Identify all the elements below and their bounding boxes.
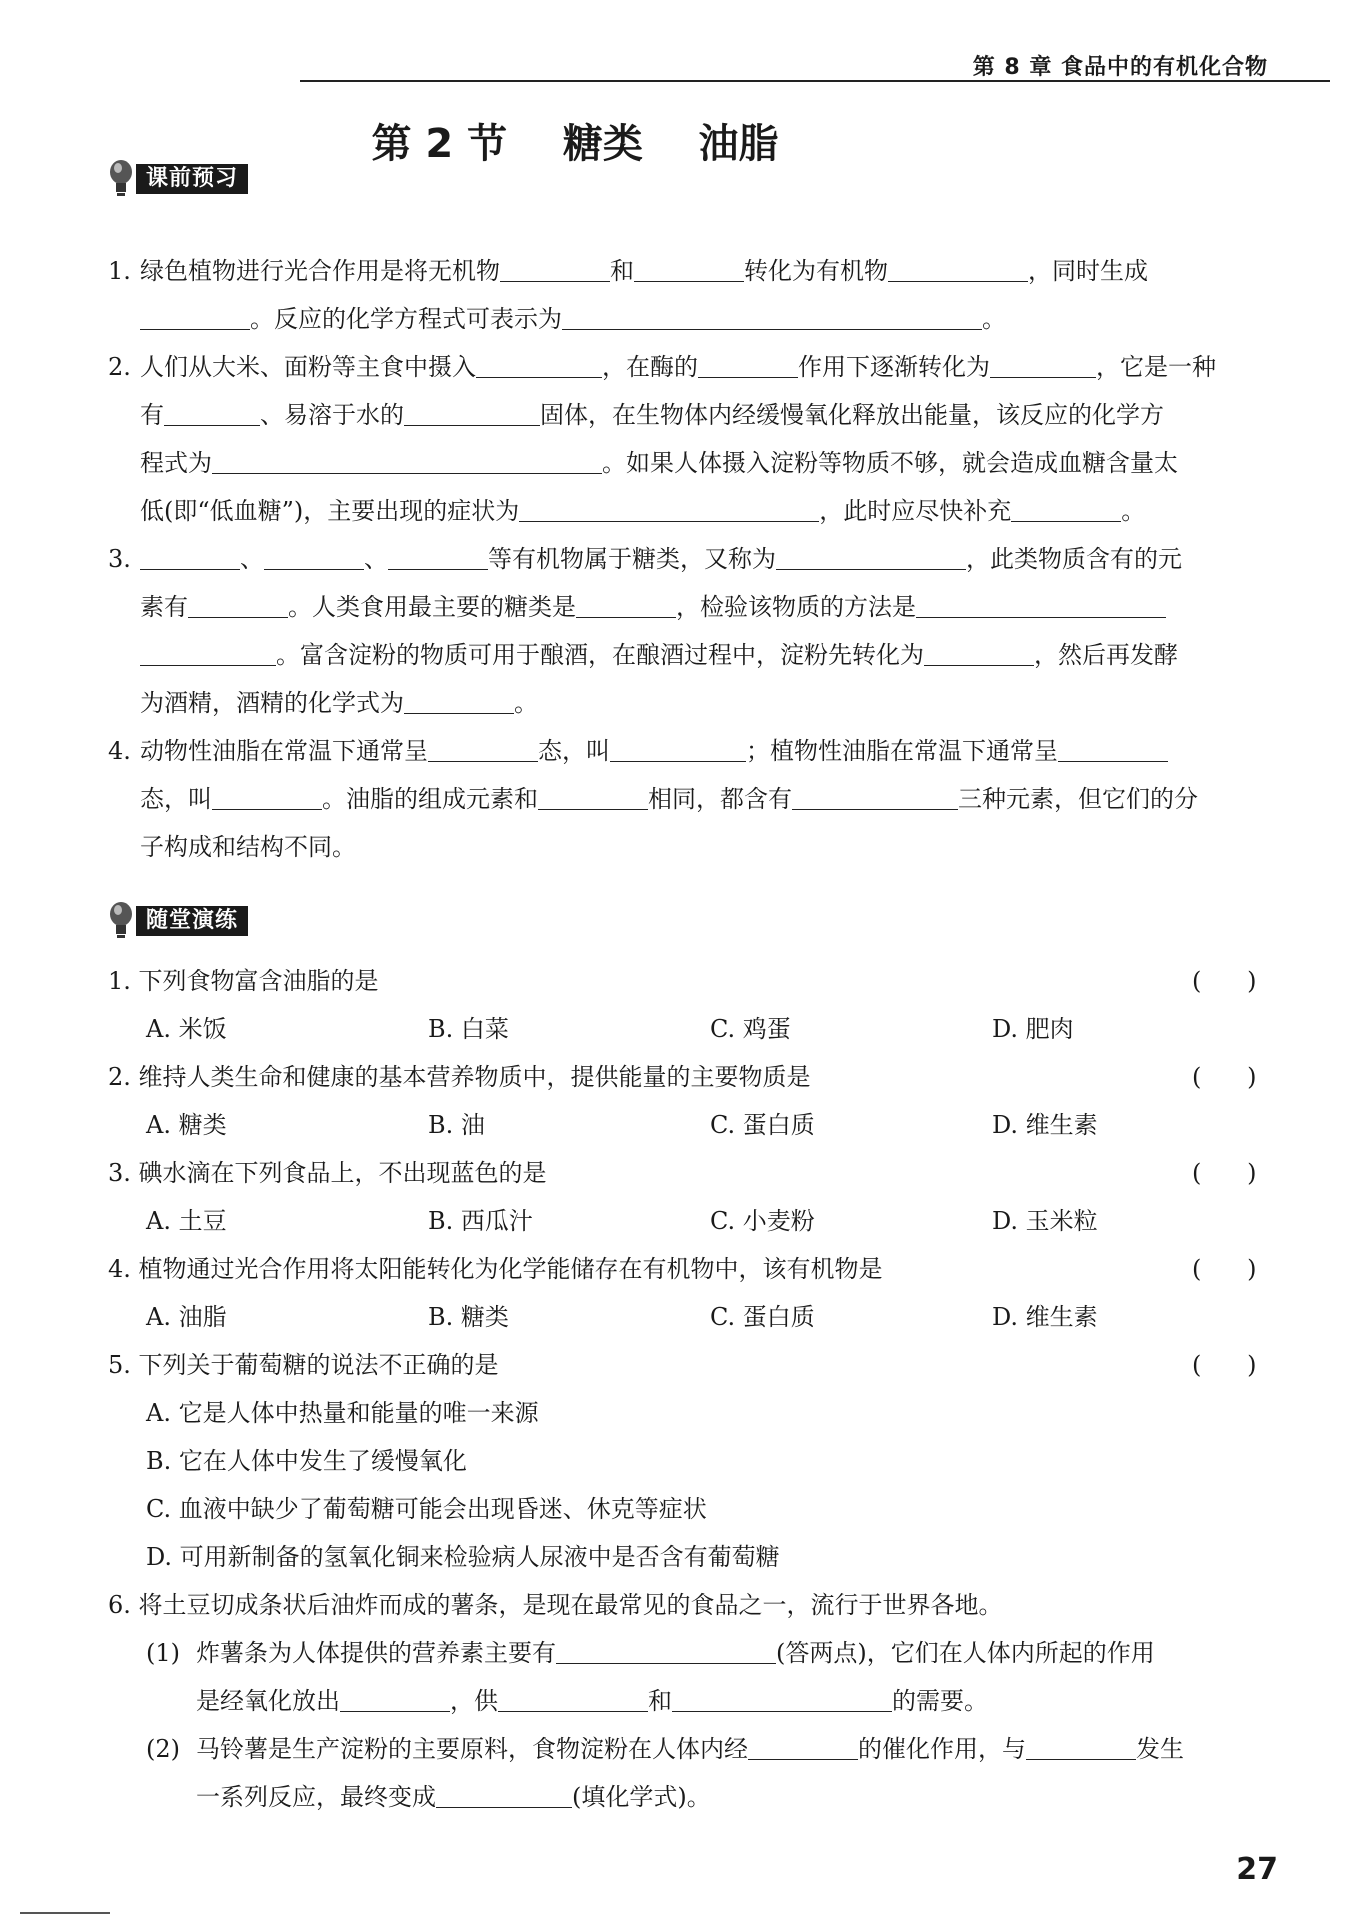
preview-item-line: 素有 。人类食用最主要的糖类是 ，检验该物质的方法是 (140, 590, 1166, 624)
preview-item-number: 4. (108, 737, 131, 765)
footer-rule (20, 1912, 110, 1914)
preview-item-number: 3. (108, 545, 131, 573)
preview-item-line: 、 、 等有机物属于糖类，又称为 ，此类物质含有的元 (140, 542, 1182, 576)
answer-parenthesis[interactable]: ( ) (1192, 967, 1257, 995)
question-stem: 1. 下列食物富含油脂的是 (108, 967, 379, 995)
question-stem: 3. 碘水滴在下列食品上，不出现蓝色的是 (108, 1159, 547, 1187)
answer-blank[interactable] (562, 305, 982, 330)
header-rule (300, 80, 1330, 82)
answer-blank[interactable] (500, 257, 610, 282)
preview-item-line: 。反应的化学方程式可表示为 。 (140, 302, 1006, 336)
answer-parenthesis[interactable]: ( ) (1192, 1063, 1257, 1091)
sub-question-line: 炸薯条为人体提供的营养素主要有 (答两点)，它们在人体内所起的作用 (196, 1639, 1155, 1667)
preview-item-line: 低(即“低血糖”)，主要出现的症状为 ，此时应尽快补充 。 (140, 497, 1146, 525)
answer-blank[interactable] (498, 1687, 648, 1712)
sub-question-line: 一系列反应，最终变成 (填化学式)。 (196, 1783, 711, 1811)
section-title: 第 2 节 糖类 油脂 (371, 121, 779, 167)
running-header (300, 44, 1330, 84)
option-c[interactable]: C. 蛋白质 (710, 1111, 815, 1139)
answer-blank[interactable] (476, 353, 602, 378)
answer-blank[interactable] (519, 497, 819, 522)
option-a[interactable]: A. 土豆 (146, 1207, 227, 1235)
answer-blank[interactable] (698, 353, 798, 378)
answer-blank[interactable] (748, 1735, 858, 1760)
option-d[interactable]: D. 维生素 (992, 1303, 1098, 1331)
answer-blank[interactable] (264, 545, 364, 570)
chapter-title: 第 8 章 食品中的有机化合物 (972, 55, 1268, 80)
answer-blank[interactable] (1026, 1735, 1136, 1760)
preview-item-line: 动物性油脂在常温下通常呈 态，叫 ；植物性油脂在常温下通常呈 (140, 734, 1168, 768)
preview-item-line: 有 、易溶于水的 固体，在生物体内经缓慢氧化释放出能量，该反应的化学方 (140, 401, 1164, 429)
preview-item-number: 1. (108, 257, 131, 285)
option-d[interactable]: D. 肥肉 (992, 1015, 1074, 1043)
answer-blank[interactable] (436, 1783, 572, 1808)
answer-blank[interactable] (340, 1687, 450, 1712)
question-stem: 6. 将土豆切成条状后油炸而成的薯条，是现在最常见的食品之一，流行于世界各地。 (108, 1591, 1003, 1619)
answer-blank[interactable] (164, 401, 260, 426)
option-a[interactable]: A. 糖类 (146, 1111, 227, 1139)
answer-blank[interactable] (776, 545, 966, 570)
option-a[interactable]: A. 它是人体中热量和能量的唯一来源 (146, 1399, 539, 1427)
answer-blank[interactable] (1011, 497, 1121, 522)
answer-blank[interactable] (556, 1639, 776, 1664)
preview-item-line: 。富含淀粉的物质可用于酿酒，在酿酒过程中，淀粉先转化为 ，然后再发酵 (140, 638, 1178, 672)
answer-blank[interactable] (212, 785, 322, 810)
lightbulb-icon (108, 158, 136, 198)
option-a[interactable]: A. 米饭 (146, 1015, 227, 1043)
sub-question-label: (1) (146, 1639, 180, 1667)
answer-blank[interactable] (428, 737, 538, 762)
option-b[interactable]: B. 油 (428, 1111, 485, 1139)
page-number: 27 (1236, 1852, 1278, 1887)
question-stem: 4. 植物通过光合作用将太阳能转化为化学能储存在有机物中，该有机物是 (108, 1255, 883, 1283)
preview-item-line: 人们从大米、面粉等主食中摄入 ，在酶的 作用下逐渐转化为 ，它是一种 (140, 353, 1216, 381)
answer-blank[interactable] (140, 305, 250, 330)
answer-blank[interactable] (924, 641, 1034, 666)
answer-blank[interactable] (634, 257, 744, 282)
answer-blank[interactable] (538, 785, 648, 810)
option-c[interactable]: C. 蛋白质 (710, 1303, 815, 1331)
option-d[interactable]: D. 可用新制备的氢氧化铜来检验病人尿液中是否含有葡萄糖 (146, 1543, 780, 1571)
preview-item-line: 为酒精，酒精的化学式为 。 (140, 689, 538, 717)
preview-item-number: 2. (108, 353, 131, 381)
answer-blank[interactable] (140, 641, 276, 666)
option-b[interactable]: B. 糖类 (428, 1303, 509, 1331)
option-b[interactable]: B. 西瓜汁 (428, 1207, 533, 1235)
answer-parenthesis[interactable]: ( ) (1192, 1351, 1257, 1379)
answer-blank[interactable] (990, 353, 1096, 378)
answer-parenthesis[interactable]: ( ) (1192, 1159, 1257, 1187)
answer-blank[interactable] (610, 737, 746, 762)
preview-item-line: 程式为 。如果人体摄入淀粉等物质不够，就会造成血糖含量太 (140, 449, 1178, 477)
option-d[interactable]: D. 玉米粒 (992, 1207, 1098, 1235)
preview-item-line: 绿色植物进行光合作用是将无机物 和 转化为有机物 ，同时生成 (140, 257, 1148, 285)
option-c[interactable]: C. 血液中缺少了葡萄糖可能会出现昏迷、休克等症状 (146, 1495, 707, 1523)
preview-item-line: 态，叫 。油脂的组成元素和 相同，都含有 三种元素，但它们的分 (140, 785, 1198, 813)
option-d[interactable]: D. 维生素 (992, 1111, 1098, 1139)
answer-blank[interactable] (188, 593, 288, 618)
question-stem: 5. 下列关于葡萄糖的说法不正确的是 (108, 1351, 499, 1379)
answer-blank[interactable] (576, 593, 676, 618)
answer-blank[interactable] (792, 785, 958, 810)
answer-blank[interactable] (888, 257, 1028, 282)
preview-item-line: 子构成和结构不同。 (140, 833, 356, 861)
preview-heading: 课前预习 (136, 164, 248, 194)
option-b[interactable]: B. 它在人体中发生了缓慢氧化 (146, 1447, 467, 1475)
answer-blank[interactable] (212, 449, 602, 474)
option-c[interactable]: C. 小麦粉 (710, 1207, 815, 1235)
sub-question-label: (2) (146, 1735, 180, 1763)
answer-blank[interactable] (140, 545, 240, 570)
lightbulb-icon (108, 900, 136, 940)
answer-blank[interactable] (404, 401, 540, 426)
answer-blank[interactable] (1058, 737, 1168, 762)
answer-blank[interactable] (916, 593, 1166, 618)
option-a[interactable]: A. 油脂 (146, 1303, 227, 1331)
answer-blank[interactable] (388, 545, 488, 570)
question-stem: 2. 维持人类生命和健康的基本营养物质中，提供能量的主要物质是 (108, 1063, 811, 1091)
answer-blank[interactable] (672, 1687, 892, 1712)
answer-parenthesis[interactable]: ( ) (1192, 1255, 1257, 1283)
answer-blank[interactable] (404, 689, 514, 714)
option-b[interactable]: B. 白菜 (428, 1015, 509, 1043)
sub-question-line: 马铃薯是生产淀粉的主要原料，食物淀粉在人体内经 的催化作用，与 发生 (196, 1735, 1184, 1763)
option-c[interactable]: C. 鸡蛋 (710, 1015, 791, 1043)
sub-question-line: 是经氧化放出 ，供 和 的需要。 (196, 1687, 988, 1715)
practice-heading: 随堂演练 (136, 906, 248, 936)
